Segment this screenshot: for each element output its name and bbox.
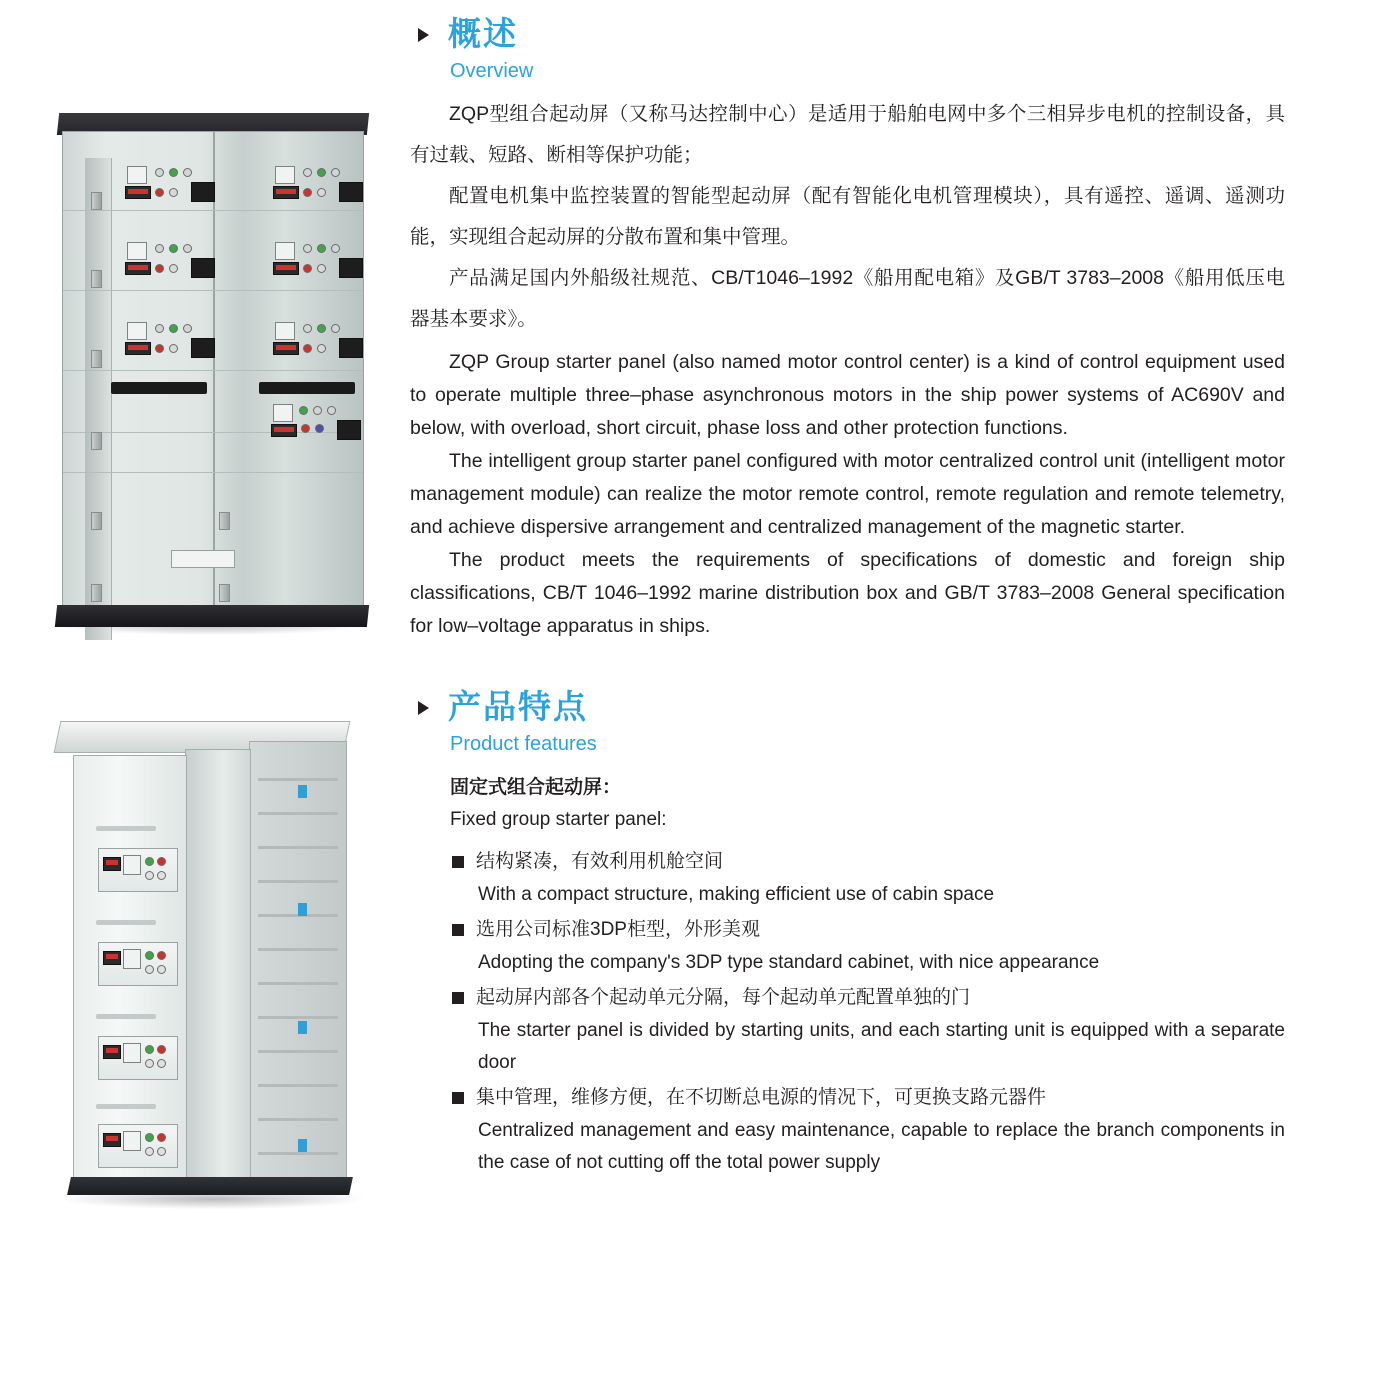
push-button [157,1147,166,1156]
overview-title-cn: 概述 [448,15,518,52]
control-window [273,404,293,422]
feature-text-cn: 选用公司标准3DP柜型，外形美观 [476,919,760,940]
switch-block [191,182,215,202]
vent-louver [258,812,338,815]
control-window [123,1131,141,1151]
indicator-lamp [331,324,340,333]
control-window [127,166,147,184]
feature-text-cn: 集中管理，维修方便，在不切断总电源的情况下，可更换支路元器件 [476,1087,1047,1108]
cabinet-right-side [249,741,347,1187]
blue-marker-tab [298,1021,307,1034]
digital-meter [273,342,299,355]
push-button [157,965,166,974]
control-window [127,322,147,340]
indicator-lamp [155,324,164,333]
features-title-cn: 产品特点 [448,688,588,725]
hinge [219,512,230,530]
push-button [145,965,154,974]
paragraph: ZQP型组合起动屏（又称马达控制中心）是适用于船舶电网中多个三相异步电机的控制设备，具有过载、短路、断相等保护功能； [410,103,1285,166]
paragraph: The intelligent group starter panel configured with motor centralized control unit (intelligent motor management module) can realize the motor remote control, remote regulation and remote telemetry, and achieve dispersive arrangement and centralized management of the magnetic starter. [410,450,1285,538]
control-window [275,166,295,184]
hinge [91,584,102,602]
switch-block [337,420,361,440]
feature-text-cn: 结构紧凑，有效利用机舱空间 [476,851,724,872]
content-column [410,0,1285,1179]
hinge [91,192,102,210]
push-button [145,1059,154,1068]
starter-unit-panel [98,1036,178,1080]
overview-english-body [410,346,1285,643]
starter-unit-panel [98,848,178,892]
paragraph: ZQP Group starter panel (also named motor control center) is a kind of control equipment used to operate multiple three–phase asynchronous motors in the ship power systems of AC690V and below, with overload, short circuit, phase loss and other protection functions. [410,351,1285,439]
features-subtitle-cn: 固定式组合起动屏： [450,777,622,798]
digital-meter [125,262,151,275]
paragraph: 配置电机集中监控装置的智能型起动屏（配有智能化电机管理模块），具有遥控、遥调、遥测功能，实现组合起动屏的分散布置和集中管理。 [410,185,1285,248]
square-bullet-icon [452,992,464,1004]
cabinet-vertical-divider [213,132,215,614]
indicator-lamp [169,168,178,177]
paragraph: The product meets the requirements of specifications of domestic and foreign ship classifications, CB/T 1046–1992 marine distribution box and GB/T 3783–2008 General specification for low–voltage apparatus in ships. [410,549,1285,637]
indicator-lamp [299,406,308,415]
push-button [145,1147,154,1156]
control-window [275,242,295,260]
feature-item [410,1081,1285,1179]
overview-title-en: Overview [450,60,534,82]
control-window [275,322,295,340]
indicator-lamp [157,1133,166,1142]
vent-louver [258,1152,338,1155]
hinge [91,350,102,368]
switch-block [339,338,363,358]
push-button [317,264,326,273]
vent-louver [258,1050,338,1053]
indicator-lamp [145,951,154,960]
feature-item [410,913,1285,979]
indicator-lamp [155,244,164,253]
cabinet-body [62,131,364,615]
push-button [303,188,312,197]
vent-louver [258,1084,338,1087]
indicator-lamp [145,857,154,866]
indicator-lamp [183,324,192,333]
product-photo-angled [55,715,375,1235]
push-button [169,188,178,197]
door-handle-bar [111,382,207,394]
digital-meter [273,262,299,275]
cabinet-row-divider [63,210,363,211]
feature-label-cn [452,913,1285,947]
starter-unit-panel [98,1124,178,1168]
feature-text-cn: 起动屏内部各个起动单元分隔，每个起动单元配置单独的门 [476,987,971,1008]
feature-item [410,981,1285,1079]
vent-louver [258,880,338,883]
indicator-lamp [317,168,326,177]
hinge [91,512,102,530]
square-bullet-icon [452,1092,464,1104]
triangle-bullet-icon [418,701,429,715]
product-images-column [0,0,400,1379]
digital-meter [103,1133,121,1147]
blue-marker-tab [298,785,307,798]
blue-marker-tab [298,903,307,916]
digital-meter [273,186,299,199]
cabinet-side-band [85,158,112,640]
door-handle-bar [259,382,355,394]
starter-unit-panel [98,942,178,986]
switch-block [339,182,363,202]
feature-text-en: Adopting the company's 3DP type standard cabinet, with nice appearance [478,952,1100,973]
door-handle-bar [96,1014,156,1019]
vent-louver [258,982,338,985]
paragraph: 产品满足国内外船级社规范、CB/T1046–1992《船用配电箱》及GB/T 3783–2008《船用低压电器基本要求》。 [410,267,1285,330]
square-bullet-icon [452,924,464,936]
push-button [303,344,312,353]
indicator-lamp [183,244,192,253]
feature-label-cn [452,981,1285,1015]
door-handle-bar [96,920,156,925]
digital-meter [103,857,121,871]
push-button [301,424,310,433]
control-window [123,1043,141,1063]
feature-text-en: The starter panel is divided by starting units, and each starting unit is equipped with a separate door [478,1020,1285,1073]
cabinet-row-divider [63,472,363,473]
indicator-lamp [313,406,322,415]
digital-meter [103,951,121,965]
indicator-lamp [331,244,340,253]
vent-louver [258,1016,338,1019]
features-title-en: Product features [450,733,597,755]
indicator-lamp [145,1133,154,1142]
section-heading-features [410,687,1285,727]
feature-text-en: Centralized management and easy maintenance, capable to replace the branch components in the case of not cutting off the total power supply [478,1120,1285,1173]
push-button [155,188,164,197]
indicator-lamp [303,168,312,177]
push-button [317,344,326,353]
hinge [91,270,102,288]
vent-louver [258,846,338,849]
control-window [123,949,141,969]
indicator-lamp [183,168,192,177]
push-button [303,264,312,273]
digital-meter [125,342,151,355]
digital-meter [271,424,297,437]
indicator-lamp [145,1045,154,1054]
push-button [315,424,324,433]
push-button [169,264,178,273]
nameplate [171,550,235,568]
indicator-lamp [317,324,326,333]
push-button [169,344,178,353]
square-bullet-icon [452,856,464,868]
push-button [157,871,166,880]
indicator-lamp [317,244,326,253]
feature-text-en: With a compact structure, making efficient use of cabin space [478,884,995,905]
cabinet-base [55,605,369,627]
door-handle-bar [96,826,156,831]
product-photo-front [40,105,380,650]
switch-block [191,258,215,278]
push-button [145,871,154,880]
indicator-lamp [169,324,178,333]
indicator-lamp [157,857,166,866]
features-subtitle-en: Fixed group starter panel: [450,809,667,830]
indicator-lamp [303,244,312,253]
push-button [317,188,326,197]
switch-block [339,258,363,278]
indicator-lamp [155,168,164,177]
triangle-bullet-icon [418,28,429,42]
push-button [157,1059,166,1068]
feature-label-cn [452,1081,1285,1115]
cabinet-row-divider [63,290,363,291]
section-heading-overview [410,14,1285,54]
hinge [91,432,102,450]
feature-item [410,845,1285,911]
cabinet-base [67,1177,353,1195]
indicator-lamp [157,951,166,960]
cabinet-row-divider [63,370,363,371]
door-handle-bar [96,1104,156,1109]
digital-meter [125,186,151,199]
section-spacer [410,643,1285,687]
push-button [155,264,164,273]
vent-louver [258,778,338,781]
cabinet-front-doors [73,755,187,1187]
indicator-lamp [327,406,336,415]
feature-label-cn [452,845,1285,879]
hinge [219,584,230,602]
cabinet-mid-column [185,749,251,1187]
digital-meter [103,1045,121,1059]
push-button [155,344,164,353]
indicator-lamp [157,1045,166,1054]
control-window [123,855,141,875]
indicator-lamp [303,324,312,333]
switch-block [191,338,215,358]
blue-marker-tab [298,1139,307,1152]
indicator-lamp [331,168,340,177]
vent-louver [258,1118,338,1121]
indicator-lamp [169,244,178,253]
vent-louver [258,948,338,951]
control-window [127,242,147,260]
overview-chinese-body [410,94,1285,340]
